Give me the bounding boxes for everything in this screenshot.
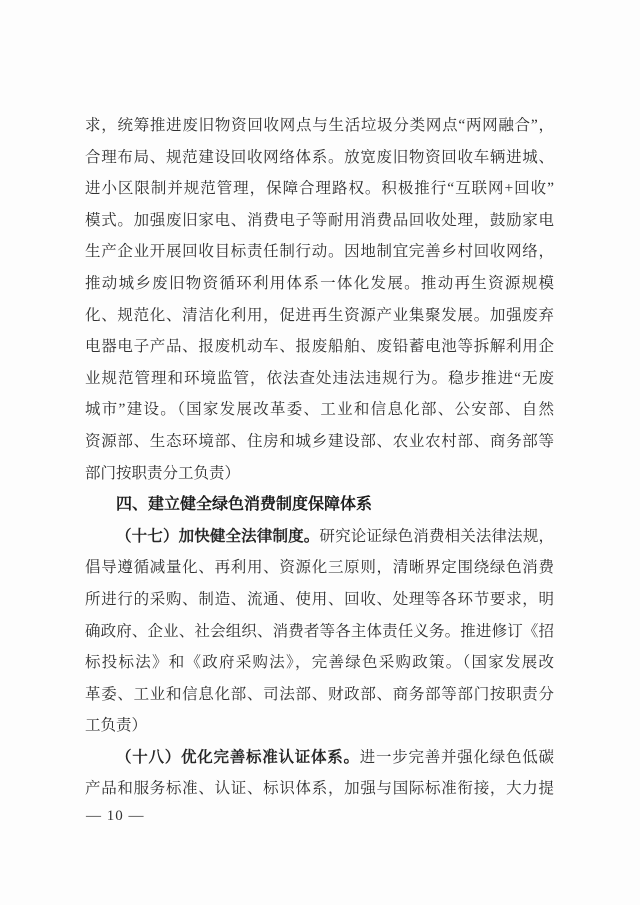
section-4-heading: 四、建立健全绿色消费制度保障体系 [116,496,373,514]
body-line: 确政府、企业、社会组织、消费者等各主体责任义务。推进修订《招 [85,622,554,640]
item-18-lead-line [85,742,554,774]
item-18-lead-rest: 进一步完善并强化绿色低碳 [359,748,554,766]
item-17-lead-rest: 研究论证绿色消费相关法律法规， [319,527,554,545]
body-line: 生产企业开展回收目标责任制行动。因地制宜完善乡村回收网络， [85,243,554,261]
page-number: — 10 — [86,808,145,824]
body-line: 标投标法》和《政府采购法》，完善绿色采购政策。（国家发展改 [85,654,554,672]
body-line-paragraph-end: 工负责） [85,717,148,735]
document-body [85,110,554,805]
body-line: 产品和服务标准、认证、标识体系，加强与国际标准衔接，大力提 [85,780,554,798]
body-line: 推动城乡废旧物资循环利用体系一体化发展。推动再生资源规模 [85,274,554,292]
item-17-lead-line [85,521,554,553]
body-line: 城市”建设。（国家发展改革委、工业和信息化部、公安部、自然 [85,401,554,419]
body-line: 电器电子产品、报废机动车、报废船舶、废铅蓄电池等拆解利用企 [85,338,554,356]
body-line: 革委、工业和信息化部、司法部、财政部、商务部等部门按职责分 [85,685,554,703]
body-line: 合理布局、规范建设回收网络体系。放宽废旧物资回收车辆进城、 [85,148,554,166]
body-line: 倡导遵循减量化、再利用、资源化三原则，清晰界定围绕绿色消费 [85,559,554,577]
body-line: 化、规范化、清洁化利用，促进再生资源产业集聚发展。加强废弃 [85,306,554,324]
body-line: 所进行的采购、制造、流通、使用、回收、处理等各环节要求，明 [85,590,554,608]
item-18-title: （十八）优化完善标准认证体系。 [116,748,360,766]
body-line: 资源部、生态环境部、住房和城乡建设部、农业农村部、商务部等 [85,432,554,450]
body-line: 求，统筹推进废旧物资回收网点与生活垃圾分类网点“两网融合”， [85,117,554,134]
item-17-title: （十七）加快健全法律制度。 [116,527,320,545]
body-line: 进小区限制并规范管理，保障合理路权。积极推行“互联网+回收” [85,180,554,198]
body-line-paragraph-end: 部门按职责分工负责） [85,464,241,482]
body-line: 模式。加强废旧家电、消费电子等耐用消费品回收处理，鼓励家电 [85,211,554,229]
body-line: 业规范管理和环境监管，依法查处违法违规行为。稳步推进“无废 [85,369,554,387]
